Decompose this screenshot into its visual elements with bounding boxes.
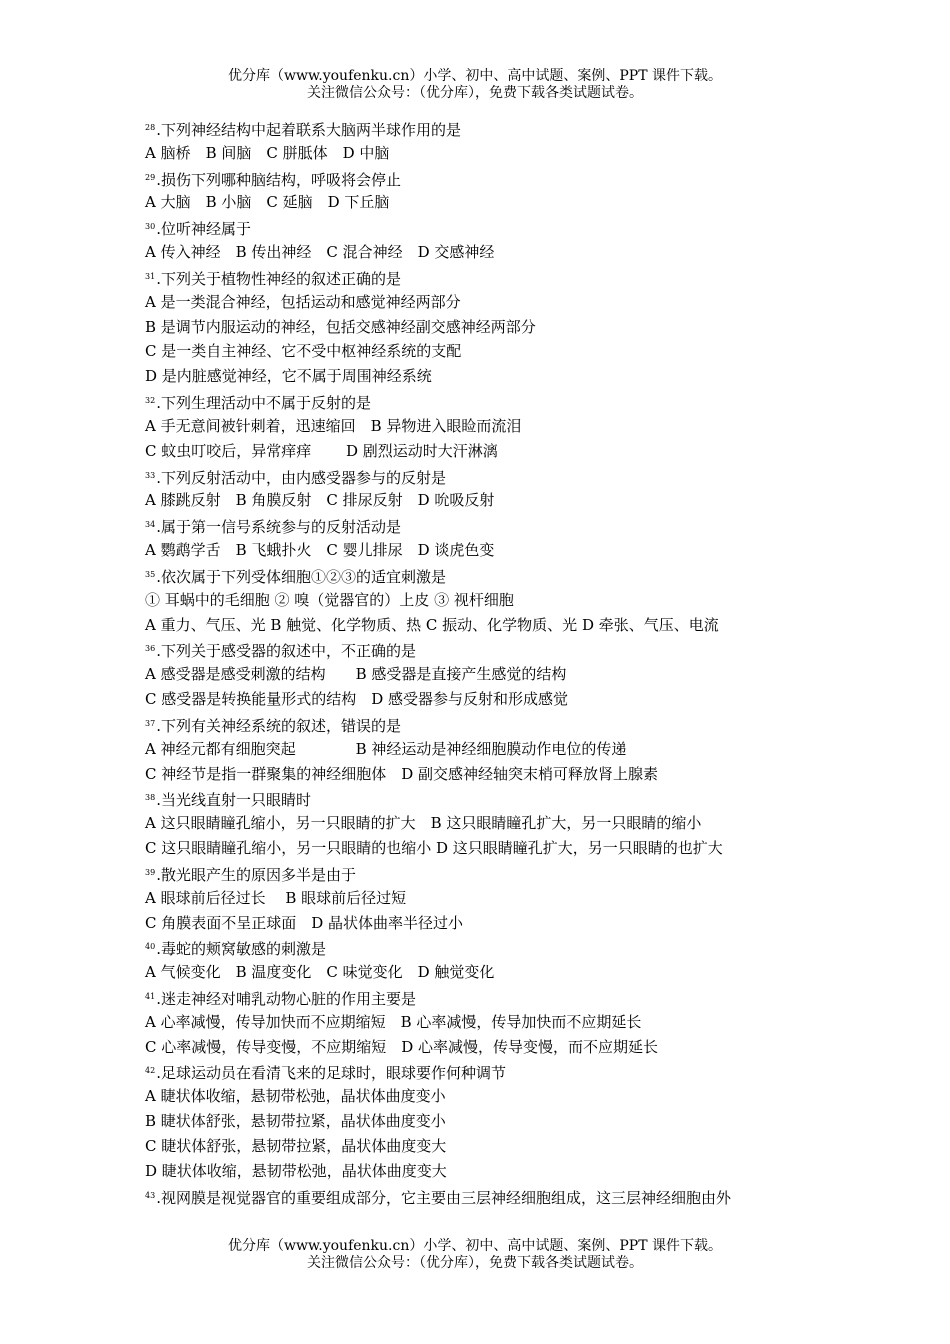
question-stem bbox=[145, 1059, 825, 1084]
answer-options bbox=[145, 1035, 825, 1060]
line-text: A 传入神经 B 传出神经 C 混合神经 D 交感神经 bbox=[145, 243, 495, 262]
answer-options bbox=[145, 960, 825, 985]
line-text: .足球运动员在看清飞来的足球时，眼球要作何种调节 bbox=[156, 1064, 506, 1083]
answer-options bbox=[145, 886, 825, 911]
line-text: .毒蛇的颊窝敏感的刺激是 bbox=[156, 940, 326, 959]
question-number: 28 bbox=[145, 123, 156, 132]
question-stem bbox=[145, 1184, 825, 1209]
answer-options bbox=[145, 613, 825, 638]
line-text: .属于第一信号系统参与的反射活动是 bbox=[156, 518, 401, 537]
answer-options bbox=[145, 414, 825, 439]
question-stem bbox=[145, 464, 825, 489]
question-number: 40 bbox=[145, 942, 156, 952]
line-text: C 是一类自主神经、它不受中枢神经系统的支配 bbox=[145, 342, 462, 361]
line-text: A 大脑 B 小脑 C 延脑 D 下丘脑 bbox=[145, 193, 390, 212]
question-stem bbox=[145, 389, 825, 414]
question-number: 42 bbox=[145, 1066, 156, 1076]
page-header bbox=[0, 68, 950, 102]
line-text: .依次属于下列受体细胞①②③的适宜刺激是 bbox=[156, 567, 446, 586]
answer-options bbox=[145, 364, 825, 389]
line-text: A 心率减慢，传导加快而不应期缩短 B 心率减慢，传导加快而不应期延长 bbox=[145, 1012, 642, 1031]
header-line-2: 关注微信公众号：（优分库），免费下载各类试题试卷。 bbox=[307, 85, 643, 101]
line-text: C 神经节是指一群聚集的神经细胞体 D 副交感神经轴突末梢可释放肾上腺素 bbox=[145, 764, 659, 783]
line-text: C 心率减慢，传导变慢，不应期缩短 D 心率减慢，传导变慢，而不应期延长 bbox=[145, 1037, 659, 1056]
header-line-1: 优分库（www.youfenku.cn）小学、初中、高中试题、案例、PPT 课件下载。 bbox=[227, 68, 722, 84]
line-text: .下列关于植物性神经的叙述正确的是 bbox=[156, 269, 401, 288]
line-text: .视网膜是视觉器官的重要组成部分，它主要由三层神经细胞组成，这三层神经细胞由外 bbox=[156, 1188, 731, 1207]
question-number: 37 bbox=[145, 718, 156, 728]
question-number: 41 bbox=[145, 991, 156, 1001]
line-text: B 是调节内服运动的神经，包括交感神经副交感神经两部分 bbox=[145, 317, 536, 336]
question-number: 32 bbox=[145, 396, 156, 406]
question-stem bbox=[145, 563, 825, 588]
line-text: A 膝跳反射 B 角膜反射 C 排尿反射 D 吮吸反射 bbox=[145, 491, 495, 510]
question-stem bbox=[145, 712, 825, 737]
answer-options bbox=[145, 190, 825, 215]
answer-options bbox=[145, 1010, 825, 1035]
answer-options bbox=[145, 488, 825, 513]
question-number: 36 bbox=[145, 644, 156, 654]
line-text: A 睫状体收缩，悬韧带松弛，晶状体曲度变小 bbox=[145, 1087, 446, 1106]
answer-options bbox=[145, 1109, 825, 1134]
answer-options bbox=[145, 588, 825, 613]
answer-options bbox=[145, 911, 825, 936]
line-text: B 睫状体舒张，悬韧带拉紧，晶状体曲度变小 bbox=[145, 1112, 446, 1131]
line-text: .下列有关神经系统的叙述，错误的是 bbox=[156, 716, 401, 735]
line-text: C 蚊虫叮咬后，异常痒痒 D 剧烈运动时大汗淋漓 bbox=[145, 441, 498, 460]
question-number: 30 bbox=[145, 222, 156, 232]
answer-options bbox=[145, 339, 825, 364]
line-text: .散光眼产生的原因多半是由于 bbox=[156, 865, 356, 884]
question-stem bbox=[145, 116, 825, 141]
line-text: .当光线直射一只眼睛时 bbox=[156, 791, 311, 810]
question-stem bbox=[145, 861, 825, 886]
line-text: C 角膜表面不呈正球面 D 晶状体曲率半径过小 bbox=[145, 913, 464, 932]
line-text: .损伤下列哪种脑结构，呼吸将会停止 bbox=[156, 170, 401, 189]
line-text: A 眼球前后径过长 B 眼球前后径过短 bbox=[145, 888, 407, 907]
answer-options bbox=[145, 240, 825, 265]
answer-options bbox=[145, 538, 825, 563]
question-stem bbox=[145, 985, 825, 1010]
answer-options bbox=[145, 141, 825, 166]
line-text: C 这只眼睛瞳孔缩小，另一只眼睛的也缩小 D 这只眼睛瞳孔扩大，另一只眼睛的也扩大 bbox=[145, 839, 723, 858]
line-text: D 是内脏感觉神经，它不属于周围神经系统 bbox=[145, 367, 432, 386]
line-text: .下列生理活动中不属于反射的是 bbox=[156, 394, 371, 413]
line-text: .下列神经结构中起着联系大脑两半球作用的是 bbox=[156, 121, 461, 139]
answer-options bbox=[145, 687, 825, 712]
question-stem bbox=[145, 166, 825, 191]
answer-options bbox=[145, 1084, 825, 1109]
question-list bbox=[145, 116, 825, 1208]
question-number: 35 bbox=[145, 569, 156, 579]
answer-options bbox=[145, 662, 825, 687]
line-text: A 感受器是感受刺激的结构 B 感受器是直接产生感觉的结构 bbox=[145, 665, 567, 684]
line-text: C 感受器是转换能量形式的结构 D 感受器参与反射和形成感觉 bbox=[145, 690, 569, 709]
answer-options bbox=[145, 1134, 825, 1159]
footer-line-1: 优分库（www.youfenku.cn）小学、初中、高中试题、案例、PPT 课件下载。 bbox=[227, 1238, 722, 1254]
question-number: 43 bbox=[145, 1190, 156, 1200]
line-text: .迷走神经对哺乳动物心脏的作用主要是 bbox=[156, 989, 416, 1008]
answer-options bbox=[145, 315, 825, 340]
answer-options bbox=[145, 290, 825, 315]
question-stem bbox=[145, 637, 825, 662]
question-stem bbox=[145, 513, 825, 538]
question-stem bbox=[145, 935, 825, 960]
answer-options bbox=[145, 836, 825, 861]
question-number: 31 bbox=[145, 271, 156, 281]
line-text: A 这只眼睛瞳孔缩小，另一只眼睛的扩大 B 这只眼睛瞳孔扩大，另一只眼睛的缩小 bbox=[145, 814, 702, 833]
line-text: .位听神经属于 bbox=[156, 220, 251, 239]
line-text: A 气候变化 B 温度变化 C 味觉变化 D 触觉变化 bbox=[145, 963, 495, 982]
line-text: A 重力、气压、光 B 触觉、化学物质、热 C 振动、化学物质、光 D 牵张、气压、电流 bbox=[145, 615, 719, 634]
question-number: 38 bbox=[145, 793, 156, 803]
line-text: .下列关于感受器的叙述中，不正确的是 bbox=[156, 642, 416, 661]
answer-options bbox=[145, 1159, 825, 1184]
line-text: C 睫状体舒张，悬韧带拉紧，晶状体曲度变大 bbox=[145, 1136, 447, 1155]
line-text: D 睫状体收缩，悬韧带松弛，晶状体曲度变大 bbox=[145, 1161, 447, 1180]
line-text: A 手无意间被针刺着，迅速缩回 B 异物进入眼睑而流泪 bbox=[145, 416, 522, 435]
line-text: A 脑桥 B 间脑 C 胼胝体 D 中脑 bbox=[145, 143, 390, 162]
answer-options bbox=[145, 439, 825, 464]
page-footer bbox=[0, 1238, 950, 1272]
line-text: A 神经元都有细胞突起 B 神经运动是神经细胞膜动作电位的传递 bbox=[145, 739, 627, 758]
question-number: 29 bbox=[145, 172, 156, 182]
line-text: A 鹦鹉学舌 B 飞蛾扑火 C 婴儿排尿 D 谈虎色变 bbox=[145, 541, 495, 560]
question-number: 33 bbox=[145, 470, 156, 480]
question-stem bbox=[145, 786, 825, 811]
line-text: .下列反射活动中，由内感受器参与的反射是 bbox=[156, 468, 446, 487]
answer-options bbox=[145, 762, 825, 787]
line-text: ① 耳蜗中的毛细胞 ② 嗅（觉器官的）上皮 ③ 视杆细胞 bbox=[145, 590, 514, 609]
question-number: 34 bbox=[145, 520, 156, 530]
question-stem bbox=[145, 215, 825, 240]
answer-options bbox=[145, 811, 825, 836]
answer-options bbox=[145, 737, 825, 762]
footer-line-2: 关注微信公众号：（优分库），免费下载各类试题试卷。 bbox=[307, 1255, 643, 1271]
question-stem bbox=[145, 265, 825, 290]
question-number: 39 bbox=[145, 867, 156, 877]
line-text: A 是一类混合神经，包括运动和感觉神经两部分 bbox=[145, 292, 461, 311]
